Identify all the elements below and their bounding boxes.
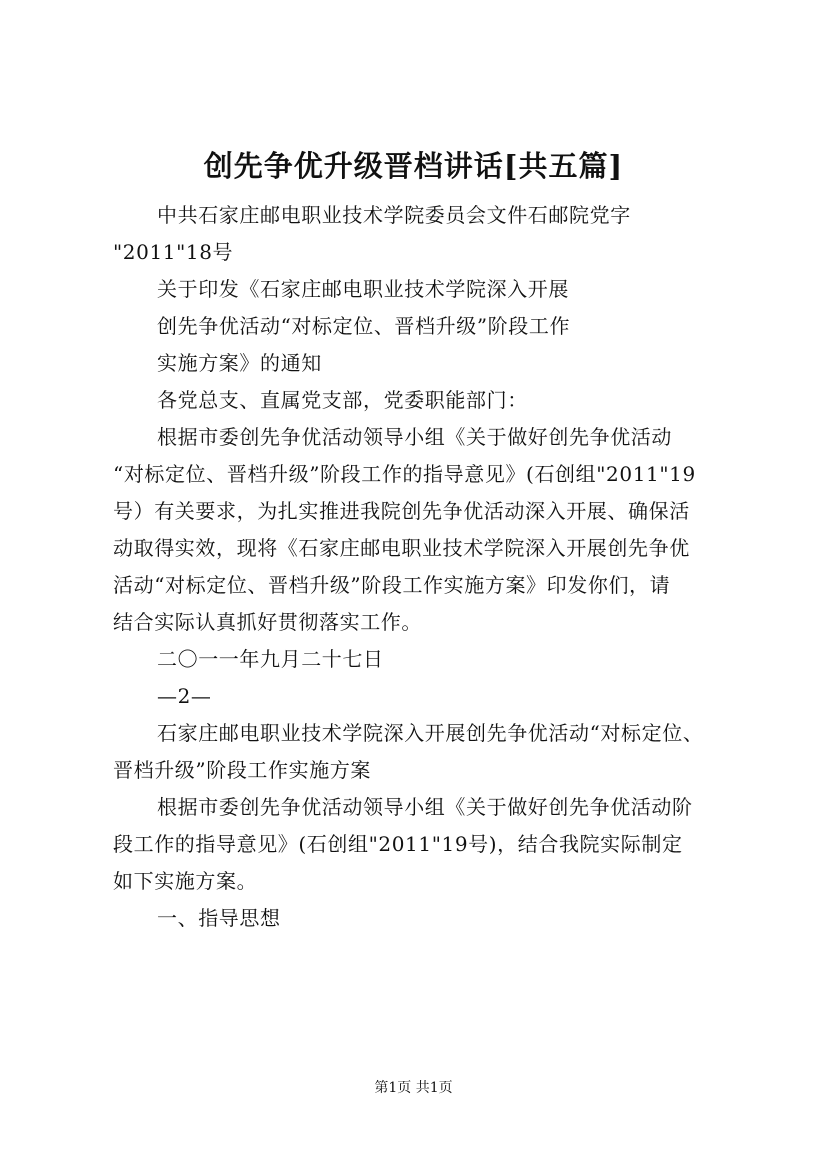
section-heading: 石家庄邮电职业技术学院深入开展创先争优活动“对标定位、 [157,721,704,745]
document-body [113,197,733,937]
body-line: “对标定位、晋档升级”阶段工作的指导意见》(石创组"2011"19 [113,462,696,486]
body-line: 各党总支、直属党支部，党委职能部门： [157,388,528,412]
body-line: 根据市委创先争优活动领导小组《关于做好创先争优活动 [157,425,672,449]
body-line: "2011"18号 [113,240,234,264]
section-heading: 晋档升级”阶段工作实施方案 [113,758,372,782]
body-line: 中共石家庄邮电职业技术学院委员会文件石邮院党字 [157,203,631,227]
body-line: 关于印发《石家庄邮电职业技术学院深入开展 [157,277,569,301]
body-line: 实施方案》的通知 [157,351,322,375]
page-marker: —2— [157,684,212,708]
body-line: 结合实际认真抓好贯彻落实工作。 [113,610,422,634]
body-line: 活动“对标定位、晋档升级”阶段工作实施方案》印发你们，请 [113,573,671,597]
document-title: 创先争优升级晋档讲话[共五篇] [203,149,624,183]
body-line: 号）有关要求，为扎实推进我院创先争优活动深入开展、确保活 [113,499,690,523]
page-footer: 第1页 共1页 [374,1080,453,1096]
body-line: 根据市委创先争优活动领导小组《关于做好创先争优活动阶 [157,795,693,819]
date-line: 二〇一一年九月二十七日 [157,647,384,671]
body-line: 如下实施方案。 [113,869,258,893]
subsection-heading: 一、指导思想 [157,906,281,930]
body-line: 段工作的指导意见》(石创组"2011"19号)，结合我院实际制定 [113,832,683,856]
body-line: 创先争优活动“对标定位、晋档升级”阶段工作 [157,314,571,338]
body-line: 动取得实效，现将《石家庄邮电职业技术学院深入开展创先争优 [113,536,690,560]
